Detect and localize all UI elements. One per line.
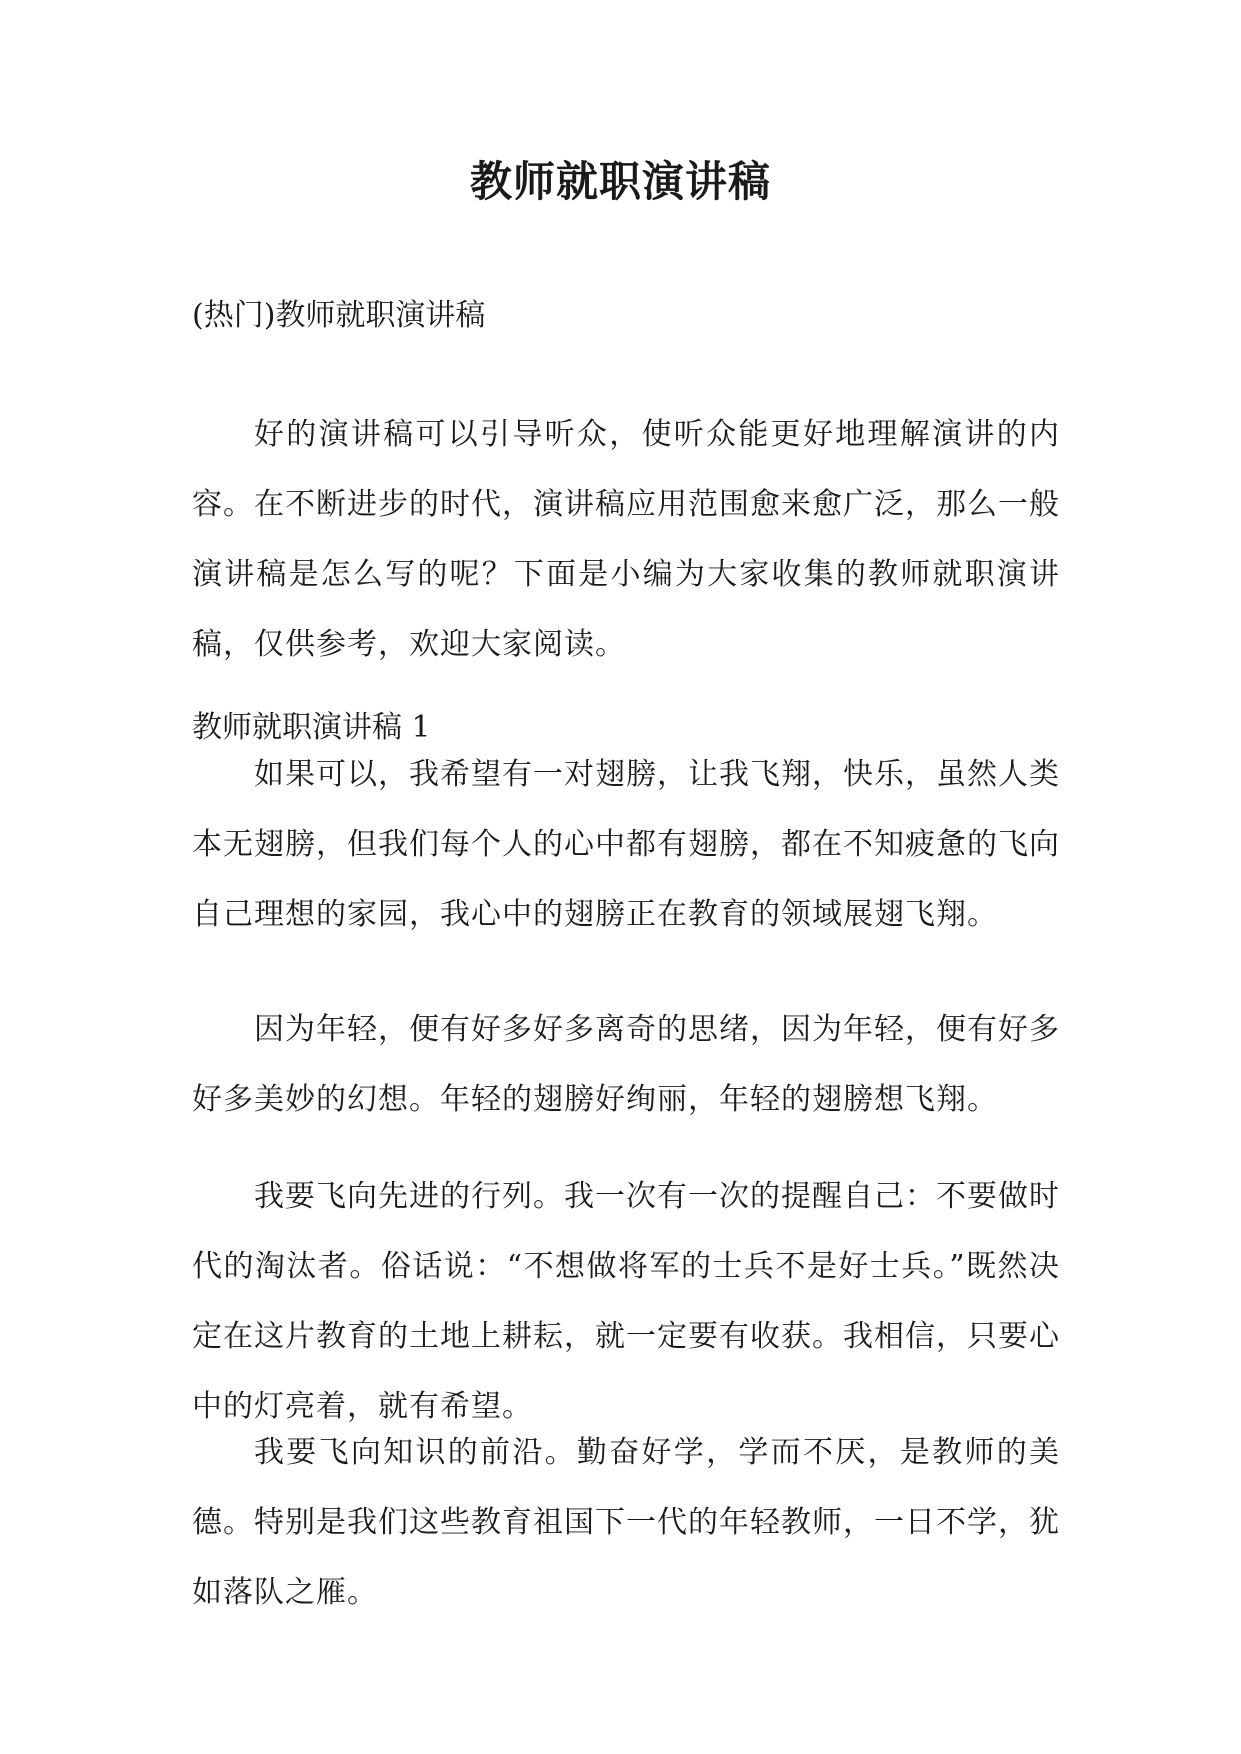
body-paragraph-4: 我要飞向知识的前沿。勤奋好学，学而不厌，是教师的美德。特别是我们这些教育祖国下一代的年轻教师，一日不学，犹如落队之雁。 (192, 1435, 1060, 1610)
body-paragraph-3: 我要飞向先进的行列。我一次有一次的提醒自己：不要做时代的淘汰者。俗话说：“不想做将军的士兵不是好士兵。”既然决定在这片教育的土地上耕耘，就一定要有收获。我相信，只要心中的灯亮着，就有希望。 (192, 1179, 1060, 1424)
body-paragraph-1: 如果可以，我希望有一对翅膀，让我飞翔，快乐，虽然人类本无翅膀，但我们每个人的心中都有翅膀，都在不知疲惫的飞向自己理想的家园，我心中的翅膀正在教育的领域展翅飞翔。 (192, 757, 1060, 932)
document-title: 教师就职演讲稿 (469, 157, 771, 206)
section-heading: 教师就职演讲稿 1 (192, 710, 431, 745)
document-subtitle: (热门)教师就职演讲稿 (192, 298, 486, 333)
body-paragraph-2: 因为年轻，便有好多好多离奇的思绪，因为年轻，便有好多好多美妙的幻想。年轻的翅膀好绚丽，年轻的翅膀想飞翔。 (192, 1012, 1060, 1117)
intro-paragraph: 好的演讲稿可以引导听众，使听众能更好地理解演讲的内容。在不断进步的时代，演讲稿应用范围愈来愈广泛，那么一般演讲稿是怎么写的呢？下面是小编为大家收集的教师就职演讲稿，仅供参考，欢迎大家阅读。 (192, 417, 1060, 662)
